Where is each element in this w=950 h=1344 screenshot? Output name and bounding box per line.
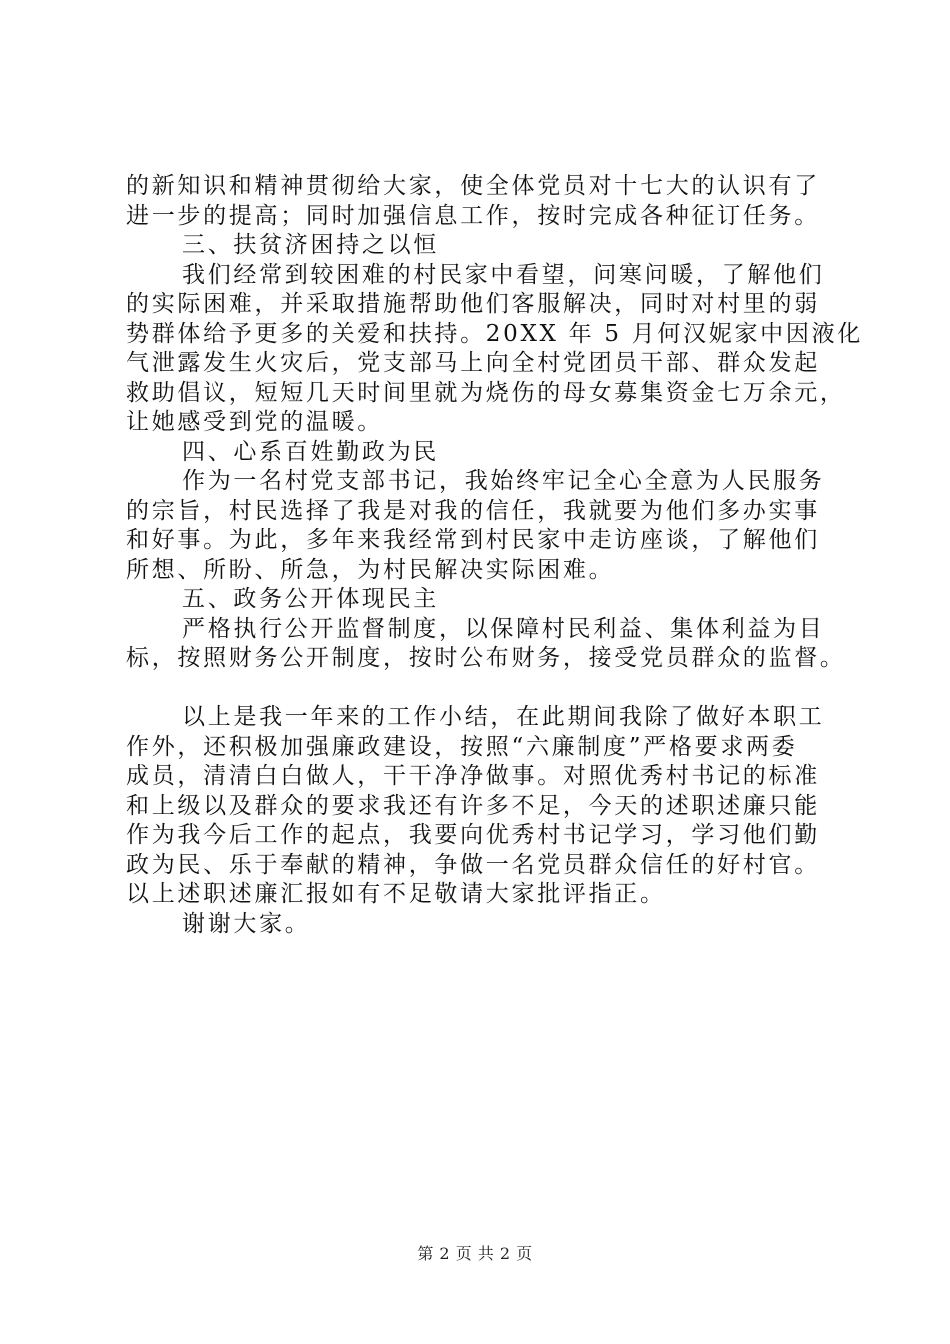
paragraph-line: 作外，还积极加强廉政建设，按照“六廉制度”严格要求两委 (126, 733, 798, 760)
section-heading: 五、政务公开体现民主 (182, 586, 439, 612)
paragraph-line: 进一步的提高；同时加强信息工作，按时完成各种征订任务。 (126, 202, 820, 229)
section-heading: 四、心系百姓勤政为民 (182, 438, 439, 465)
section-heading: 三、扶贫济困持之以恒 (182, 232, 439, 258)
paragraph-spacer (126, 674, 861, 704)
paragraph-line: 成员，清清白白做人，干干净净做事。对照优秀村书记的标准 (126, 763, 820, 789)
paragraph-line: 作为我今后工作的起点，我要向优秀村书记学习，学习他们勤 (126, 822, 820, 848)
paragraph-line: 救助倡议，短短几天时间里就为烧伤的母女募集资金七万余元， (126, 379, 846, 406)
document-body (126, 172, 861, 939)
paragraph-line: 政为民、乐于奉献的精神，争做一名党员群众信任的好村官。 (126, 851, 820, 878)
paragraph-line: 的宗旨，村民选择了我是对我的信任，我就要为他们多办实事 (126, 497, 820, 524)
paragraph-line: 让她感受到党的温暖。 (126, 409, 383, 435)
paragraph-line: 势群体给予更多的关爱和扶持。20XX 年 5 月何汉妮家中因液化 (126, 320, 863, 347)
paragraph-line: 标，按照财务公开制度，按时公布财务，接受党员群众的监督。 (126, 645, 846, 671)
page-footer: 第 2 页 共 2 页 (417, 1244, 533, 1263)
paragraph-line: 作为一名村党支部书记，我始终牢记全心全意为人民服务 (182, 468, 825, 494)
paragraph-line: 严格执行公开监督制度，以保障村民利益、集体利益为目 (182, 615, 825, 642)
paragraph-line: 以上述职述廉汇报如有不足敬请大家批评指正。 (126, 881, 666, 907)
closing-line: 谢谢大家。 (182, 910, 311, 937)
paragraph-line: 以上是我一年来的工作小结，在此期间我除了做好本职工 (182, 704, 825, 730)
paragraph-line: 的实际困难，并采取措施帮助他们客服解决，同时对村里的弱 (126, 291, 820, 317)
paragraph-line: 和上级以及群众的要求我还有许多不足，今天的述职述廉只能 (126, 792, 820, 819)
paragraph-line: 气泄露发生火灾后，党支部马上向全村党团员干部、群众发起 (126, 350, 820, 376)
paragraph-line: 和好事。为此，多年来我经常到村民家中走访座谈，了解他们 (126, 527, 820, 553)
paragraph-line: 所想、所盼、所急，为村民解决实际困难。 (126, 556, 615, 583)
paragraph-line: 的新知识和精神贯彻给大家，使全体党员对十七大的认识有了 (126, 173, 820, 199)
paragraph-line: 我们经常到较困难的村民家中看望，问寒问暖，了解他们 (182, 261, 825, 288)
